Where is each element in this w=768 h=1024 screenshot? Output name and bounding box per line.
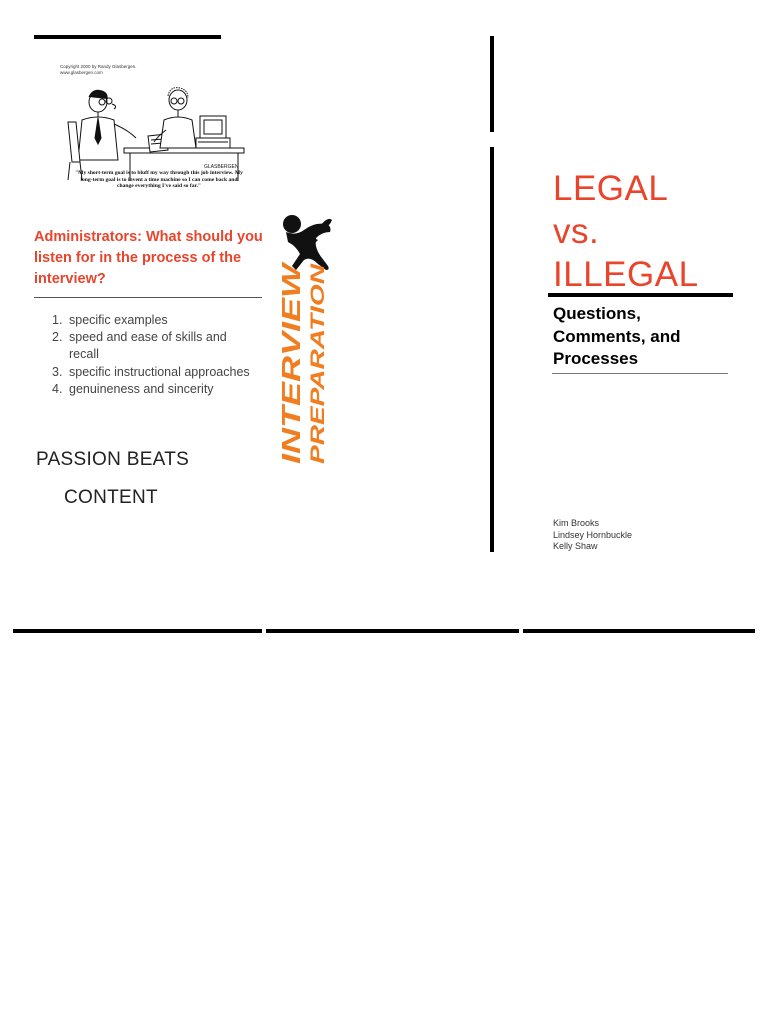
cartoon-signature: GLASBERGEN [204,164,239,170]
administrators-question: Administrators: What should you listen for in the process of the interview? [34,229,263,287]
listen-for-list [48,312,258,398]
fold-rule-lower [490,147,494,552]
list-item: 1. specific examples [52,313,168,327]
list-item: 4. genuineness and sincerity [52,381,214,396]
author-name: Lindsey Hornbuckle [553,529,633,540]
cover-subtitle: Questions, Comments, and Processes [553,304,681,368]
list-item: 2. speed and ease of skills and recall [52,330,227,362]
top-left-rule [34,35,221,39]
logo-word-interview: INTERVIEW [276,319,306,464]
cartoon-caption: "My short-term goal is to bluff my way through this job interview. My long-term goal is to invent a time machine so I can come back and change everything I've said so far." [75,170,243,190]
authors-list [553,518,632,553]
bottom-rule-middle [266,629,519,633]
logo-word-preparation: PREPARATION [308,328,329,464]
question-underline [34,297,262,298]
list-item: 3. specific instructional approaches [52,364,250,379]
interview-preparation-logo [272,212,334,468]
passion-beats-text: PASSION BEATS [36,449,190,470]
figure-silhouette-icon [283,215,332,270]
fold-rule-upper [490,36,494,132]
author-name: Kim Brooks [553,518,600,528]
content-text: CONTENT [64,487,158,508]
bottom-rule-right [523,629,755,633]
cover-title: LEGAL vs. ILLEGAL [553,169,699,294]
cartoon-copyright: Copyright 2000 by Randy Glasbergen. www.glasbergen.com [60,64,137,75]
author-name: Kelly Shaw [553,541,598,551]
interview-cartoon [58,62,258,198]
subtitle-underline [552,373,728,374]
bottom-rule-left [13,629,262,633]
